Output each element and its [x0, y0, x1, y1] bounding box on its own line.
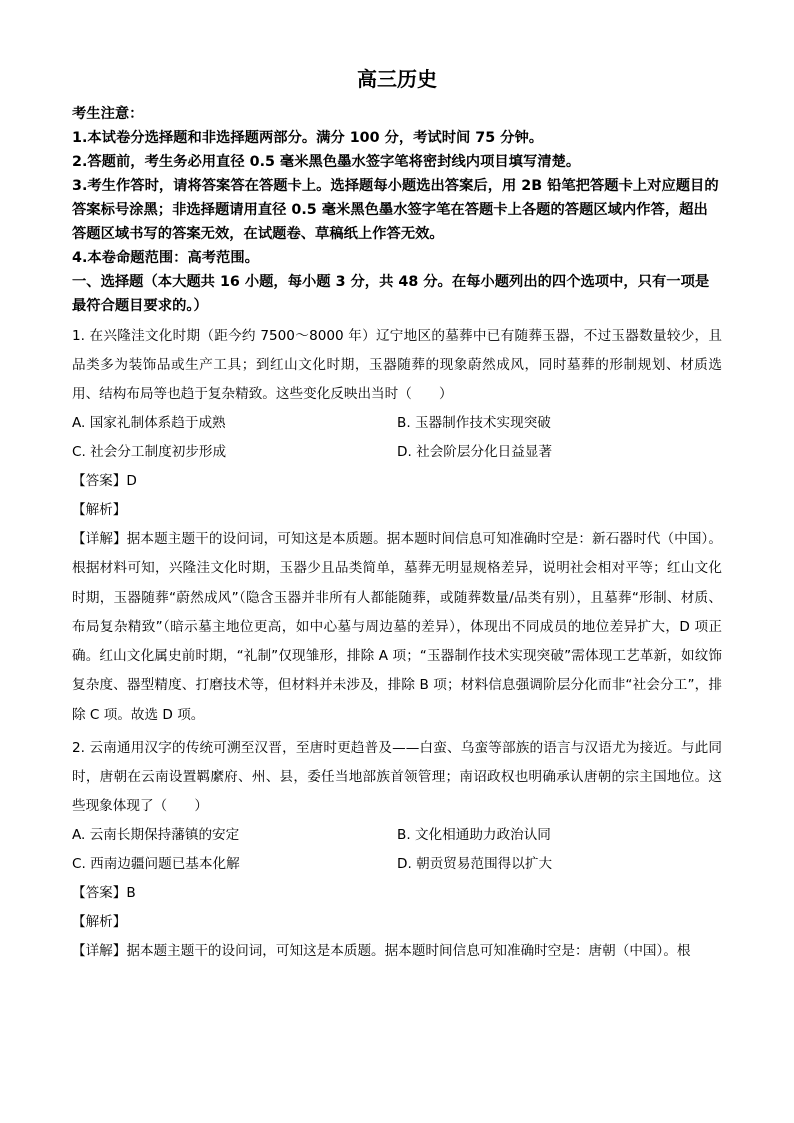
notice-heading: 考生注意：	[72, 106, 144, 122]
option-d: D. 社会阶层分化日益显著	[397, 444, 553, 460]
notice-item: 1.本试卷分选择题和非选择题两部分。满分 100 分，考试时间 75 分钟。	[72, 130, 544, 146]
notice-item: 3.考生作答时，请将答案答在答题卡上。选择题每小题选出答案后，用 2B 铅笔把答题卡上对应题目的答案标号涂黑；非选择题请用直径 0.5 毫米黑色墨水签字笔在答题卡上各题的答题区域内作答，超出答题区域书写的答案无效，在试题卷、草稿纸上作答无效。	[72, 178, 719, 242]
option-d: D. 朝贡贸易范围得以扩大	[397, 856, 553, 873]
question-1	[72, 322, 722, 730]
option-b: B. 玉器制作技术实现突破	[397, 415, 551, 431]
answer-label: 【答案】D	[72, 473, 137, 489]
option-b: B. 文化相通助力政治认同	[397, 827, 551, 844]
option-grid	[72, 409, 722, 467]
exam-notice	[72, 102, 722, 270]
page-title: 高三历史	[357, 67, 437, 91]
question-stem: 1. 在兴隆洼文化时期（距今约 7500～8000 年）辽宁地区的墓葬中已有随葬玉器，不过玉器数量较少，且品类多为装饰品或生产工具；到红山文化时期，玉器随葬的现象蔚然成风，同时墓葬的形制规划、材质选用、结构布局等也趋于复杂精致。这些变化反映出当时（ ）	[72, 328, 722, 402]
document-page	[72, 64, 722, 966]
analysis-label: 【解析】	[72, 502, 127, 518]
option-a: A. 云南长期保持藩镇的安定	[72, 827, 240, 844]
notice-item: 2.答题前，考生务必用直径 0.5 毫米黑色墨水签字笔将密封线内项目填写清楚。	[72, 154, 581, 170]
section-heading: 一、选择题（本大题共 16 小题，每小题 3 分，共 48 分。在每小题列出的四个选项中，只有一项是最符合题目要求的。）	[72, 274, 710, 314]
detail-text: 【详解】据本题主题干的设问词，可知这是本质题。据本题时间信息可知准确时空是：唐朝（中国）。根	[72, 943, 691, 960]
detail-text: 【详解】据本题主题干的设问词，可知这是本质题。据本题时间信息可知准确时空是：新石器时代（中国）。根据材料可知，兴隆洼文化时期，玉器少且品类简单，墓葬无明显规格差异，说明社会相对平等；红山文化时期，玉器随葬“蔚然成风”（隐含玉器并非所有人都能随葬，或随葬数量/品类有别），且墓葬“形制、材质、布局复杂精致”（暗示墓主地位更高，如中心墓与周边墓的差异），体现出不同成员的地位差异扩大，D 项正确。红山文化属史前时期，“礼制”仅现雏形，排除 A 项；“玉器制作技术实现突破”需体现工艺革新，如纹饰复杂度、器型精度、打磨技术等，但材料并未涉及，排除 B 项；材料信息强调阶层分化而非“社会分工”，排除 C 项。故选 D 项。	[72, 531, 722, 723]
answer-label: 【答案】B	[72, 885, 136, 902]
option-c: C. 西南边疆问题已基本化解	[72, 856, 240, 873]
question-stem: 2. 云南通用汉字的传统可溯至汉晋，至唐时更趋普及——白蛮、乌蛮等部族的语言与汉语尤为接近。与此同时，唐朝在云南设置羁縻府、州、县，委任当地部族首领管理；南诏政权也明确承认唐朝的宗主国地位。这些现象体现了（ ）	[72, 740, 722, 815]
option-c: C. 社会分工制度初步形成	[72, 444, 227, 460]
question-2	[72, 734, 722, 966]
notice-item: 4.本卷命题范围：高考范围。	[72, 250, 259, 266]
analysis-label: 【解析】	[72, 914, 127, 931]
option-grid	[72, 821, 722, 879]
option-a: A. 国家礼制体系趋于成熟	[72, 415, 226, 431]
